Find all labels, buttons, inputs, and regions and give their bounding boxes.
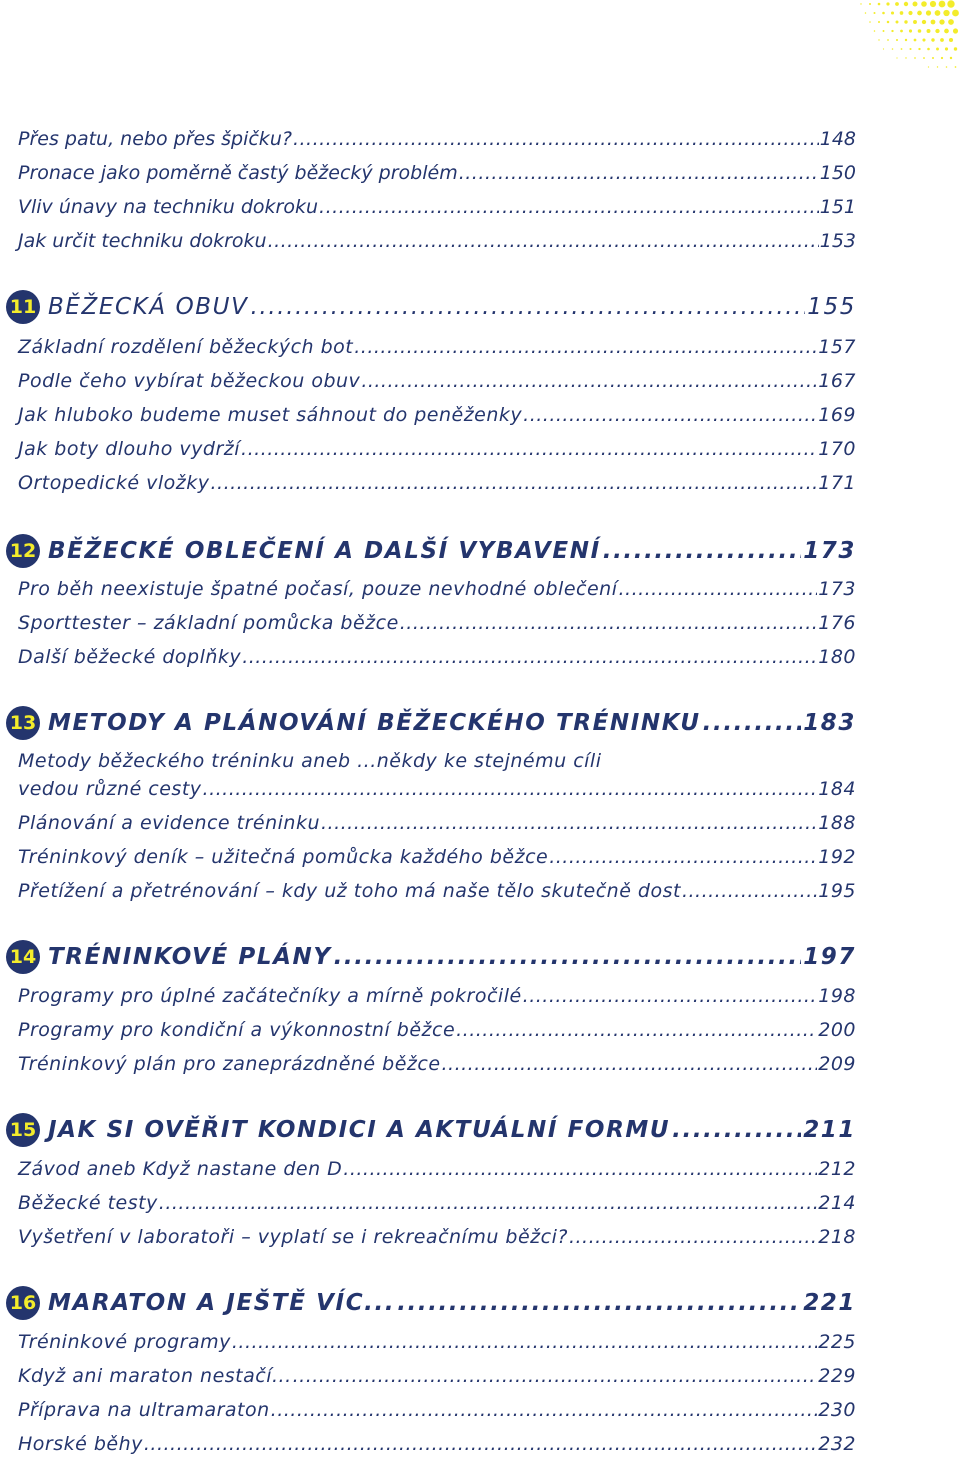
chapter-title: BĚŽECKÉ OBLEČENÍ A DALŠÍ VYBAVENÍ	[48, 537, 601, 564]
toc-entry-page: 167	[818, 370, 856, 392]
toc-entry-title: Horské běhy	[18, 1433, 143, 1455]
decorative-dot	[922, 38, 925, 41]
decorative-dot	[940, 38, 944, 42]
toc-entry-page: 176	[818, 612, 856, 634]
toc-entry[interactable]	[18, 987, 856, 1006]
chapter-heading-16[interactable]	[6, 1286, 856, 1320]
decorative-dot	[927, 48, 930, 51]
decorative-dot	[926, 10, 931, 15]
toc-entry-title: Pro běh neexistuje špatné počasí, pouze nevhodné oblečení	[18, 578, 618, 600]
toc-entry-title: Tréninkové programy	[18, 1331, 231, 1353]
decorative-dot	[895, 2, 899, 6]
chapter-title: MARATON A JEŠTĚ VÍC...	[48, 1289, 396, 1316]
decorative-dot	[914, 57, 916, 59]
decorative-dot	[886, 2, 889, 5]
decorative-dot	[882, 12, 885, 15]
toc-entry[interactable]	[18, 338, 856, 357]
toc-entry[interactable]	[18, 1367, 856, 1386]
toc-entry-page: 195	[818, 880, 856, 902]
decorative-dot	[913, 20, 917, 24]
toc-entry[interactable]	[18, 372, 856, 391]
decorative-dot	[928, 66, 929, 67]
toc-entry-title: Příprava na ultramaraton	[18, 1399, 270, 1421]
toc-entry-title: Další běžecké doplňky	[18, 646, 242, 668]
toc-entry-title: Přetížení a přetrénování – kdy už toho má naše tělo skutečně dost	[18, 880, 681, 902]
decorative-dot	[878, 39, 879, 40]
chapter-page: 173	[803, 537, 856, 564]
decorative-dot	[952, 10, 959, 17]
decorative-dot	[904, 20, 907, 23]
decorative-dot	[913, 2, 918, 7]
decorative-dot	[932, 57, 934, 59]
chapter-heading-13[interactable]	[6, 706, 856, 740]
decorative-dot	[860, 3, 861, 4]
decorative-dot	[941, 57, 943, 59]
decorative-dot	[947, 0, 954, 7]
toc-entry[interactable]	[18, 1228, 856, 1247]
toc-entry[interactable]	[18, 232, 856, 251]
chapter-page: 211	[803, 1116, 856, 1143]
decorative-dot	[927, 29, 931, 33]
decorative-dot	[917, 11, 922, 16]
decorative-dot	[869, 3, 871, 5]
toc-entry-page: 153	[819, 230, 856, 252]
toc-entry-title: Jak určit techniku dokroku	[18, 230, 267, 252]
decorative-dot	[955, 66, 957, 68]
toc-entry-page: 150	[819, 162, 856, 184]
decorative-dot-pattern	[830, 0, 960, 80]
decorative-dot	[901, 48, 903, 50]
toc-entry-page: 229	[818, 1365, 856, 1387]
decorative-dot	[869, 21, 871, 23]
decorative-dot	[873, 12, 875, 14]
chapter-title: JAK SI OVĚŘIT KONDICI A AKTUÁLNÍ FORMU	[48, 1116, 671, 1143]
toc-entry-title: Programy pro kondiční a výkonnostní běžce	[18, 1019, 456, 1041]
chapter-heading-15[interactable]	[6, 1113, 856, 1147]
decorative-dot	[953, 28, 958, 33]
chapter-number-badge: 16	[6, 1286, 40, 1320]
decorative-dot	[931, 20, 936, 25]
toc-entry-page: 232	[818, 1433, 856, 1455]
chapter-heading-12[interactable]	[6, 534, 856, 568]
decorative-dot	[939, 1, 946, 8]
decorative-dot	[923, 57, 925, 59]
chapter-title: METODY A PLÁNOVÁNÍ BĚŽECKÉHO TRÉNINKU	[48, 709, 701, 736]
decorative-dot	[878, 21, 880, 23]
toc-entry-page: 184	[818, 778, 856, 800]
toc-entry-title: Ortopedické vložky	[18, 472, 210, 494]
decorative-dot	[930, 1, 936, 7]
toc-entry[interactable]	[18, 848, 856, 867]
toc-entry-page: 192	[818, 846, 856, 868]
decorative-dot	[946, 66, 948, 68]
toc-entry-page: 225	[818, 1331, 856, 1353]
decorative-dot	[931, 38, 934, 41]
decorative-dot	[918, 29, 922, 33]
decorative-dot	[878, 3, 881, 6]
chapter-page: 221	[803, 1289, 856, 1316]
decorative-dot	[883, 48, 884, 49]
toc-entry-title: Plánování a evidence tréninku	[18, 812, 321, 834]
decorative-dot	[905, 39, 907, 41]
toc-entry-title: Jak hluboko budeme muset sáhnout do peněženky	[18, 404, 523, 426]
toc-entry-page: 148	[819, 128, 856, 150]
chapter-page: 183	[803, 709, 856, 736]
toc-entry-page: 198	[818, 985, 856, 1007]
chapter-title: TRÉNINKOVÉ PLÁNY	[48, 943, 332, 970]
toc-entry-title: Když ani maraton nestačí...	[18, 1365, 292, 1387]
decorative-dot	[904, 2, 908, 6]
decorative-dot	[891, 30, 893, 32]
decorative-dot	[887, 39, 889, 41]
toc-entry-page: 169	[818, 404, 856, 426]
toc-entry-page: 151	[819, 196, 856, 218]
toc-entry[interactable]	[18, 814, 856, 833]
decorative-dot	[891, 11, 894, 14]
toc-entry-multiline-first[interactable]	[18, 752, 856, 771]
toc-entry[interactable]	[18, 1021, 856, 1040]
decorative-dot	[909, 48, 911, 50]
decorative-dot	[921, 1, 927, 7]
decorative-dot	[918, 48, 920, 50]
decorative-dot	[909, 29, 912, 32]
toc-entry[interactable]	[18, 1435, 856, 1454]
decorative-dot	[896, 21, 899, 24]
toc-entry-title: Pronace jako poměrně častý běžecký problém	[18, 162, 458, 184]
decorative-dot	[914, 39, 917, 42]
toc-entry-page: 230	[818, 1399, 856, 1421]
toc-entry-title: Vliv únavy na techniku dokroku	[18, 196, 319, 218]
toc-entry[interactable]	[18, 130, 856, 149]
chapter-title: BĚŽECKÁ OBUV	[48, 293, 249, 320]
toc-entry-page: 218	[818, 1226, 856, 1248]
toc-entry[interactable]	[18, 780, 856, 799]
toc-entry-title: Podle čeho vybírat běžeckou obuv	[18, 370, 361, 392]
decorative-dot	[865, 12, 867, 14]
toc-entry-page: 171	[818, 472, 856, 494]
chapter-number-badge: 11	[6, 290, 40, 324]
toc-entry-title: Metody běžeckého tréninku aneb ...někdy ke stejnému cíli	[18, 750, 602, 772]
chapter-number-badge: 14	[6, 940, 40, 974]
toc-entry[interactable]	[18, 580, 856, 599]
chapter-number-badge: 13	[6, 706, 40, 740]
toc-entry-title: Základní rozdělení běžeckých bot	[18, 336, 354, 358]
toc-entry[interactable]	[18, 1055, 856, 1074]
decorative-dot	[950, 57, 952, 59]
decorative-dot	[900, 11, 904, 15]
toc-entry-page: 180	[818, 646, 856, 668]
decorative-dot	[896, 57, 897, 58]
decorative-dot	[900, 30, 903, 33]
toc-entry-page: 212	[818, 1158, 856, 1180]
toc-entry[interactable]	[18, 1160, 856, 1179]
decorative-dot	[949, 38, 953, 42]
toc-entry[interactable]	[18, 1333, 856, 1352]
toc-entry-title: Tréninkový plán pro zaneprázdněné běžce	[18, 1053, 441, 1075]
toc-entry[interactable]	[18, 614, 856, 633]
toc-entry-page: 209	[818, 1053, 856, 1075]
decorative-dot	[944, 29, 949, 34]
decorative-dot	[935, 10, 941, 16]
toc-entry[interactable]	[18, 474, 856, 493]
toc-entry-title: Jak boty dlouho vydrží	[18, 438, 241, 460]
chapter-number-badge: 12	[6, 534, 40, 568]
toc-entry-title: Tréninkový deník – užitečná pomůcka každého běžce	[18, 846, 549, 868]
toc-entry-title: vedou různé cesty	[18, 778, 202, 800]
chapter-number-badge: 15	[6, 1113, 40, 1147]
decorative-dot	[939, 19, 944, 24]
toc-entry[interactable]	[18, 440, 856, 459]
toc-entry-page: 188	[818, 812, 856, 834]
toc-entry[interactable]	[18, 648, 856, 667]
toc-entry-page: 173	[818, 578, 856, 600]
toc-entry[interactable]	[18, 164, 856, 183]
chapter-page: 197	[803, 943, 856, 970]
toc-entry-page: 157	[818, 336, 856, 358]
toc-entry-title: Sporttester – základní pomůcka běžce	[18, 612, 399, 634]
decorative-dot	[936, 48, 939, 51]
toc-entry[interactable]	[18, 882, 856, 901]
toc-entry-title: Běžecké testy	[18, 1192, 158, 1214]
toc-entry-title: Přes patu, nebo přes špičku?	[18, 128, 292, 150]
decorative-dot	[883, 30, 885, 32]
toc-entry-title: Programy pro úplné začátečníky a mírně pokročilé	[18, 985, 522, 1007]
chapter-heading-11[interactable]	[6, 290, 856, 324]
toc-entry[interactable]	[18, 1401, 856, 1420]
toc-entry-title: Závod aneb Když nastane den D	[18, 1158, 343, 1180]
toc-entry-page: 170	[818, 438, 856, 460]
toc-entry[interactable]	[18, 1194, 856, 1213]
toc-entry[interactable]	[18, 198, 856, 217]
chapter-page: 155	[807, 293, 856, 320]
decorative-dot	[935, 29, 939, 33]
decorative-dot	[908, 11, 912, 15]
decorative-dot	[954, 47, 957, 50]
decorative-dot	[937, 66, 938, 67]
chapter-heading-14[interactable]	[6, 940, 856, 974]
toc-entry[interactable]	[18, 406, 856, 425]
decorative-dot	[922, 20, 926, 24]
decorative-dot	[887, 21, 890, 24]
toc-entry-page: 200	[818, 1019, 856, 1041]
toc-entry-page: 214	[818, 1192, 856, 1214]
decorative-dot	[945, 47, 948, 50]
toc-entry-title: Vyšetření v laboratoři – vyplatí se i rekreačnímu běžci?	[18, 1226, 568, 1248]
decorative-dot	[892, 48, 894, 50]
decorative-dot	[948, 19, 954, 25]
decorative-dot	[905, 57, 906, 58]
decorative-dot	[943, 10, 949, 16]
decorative-dot	[874, 30, 876, 32]
decorative-dot	[896, 39, 898, 41]
